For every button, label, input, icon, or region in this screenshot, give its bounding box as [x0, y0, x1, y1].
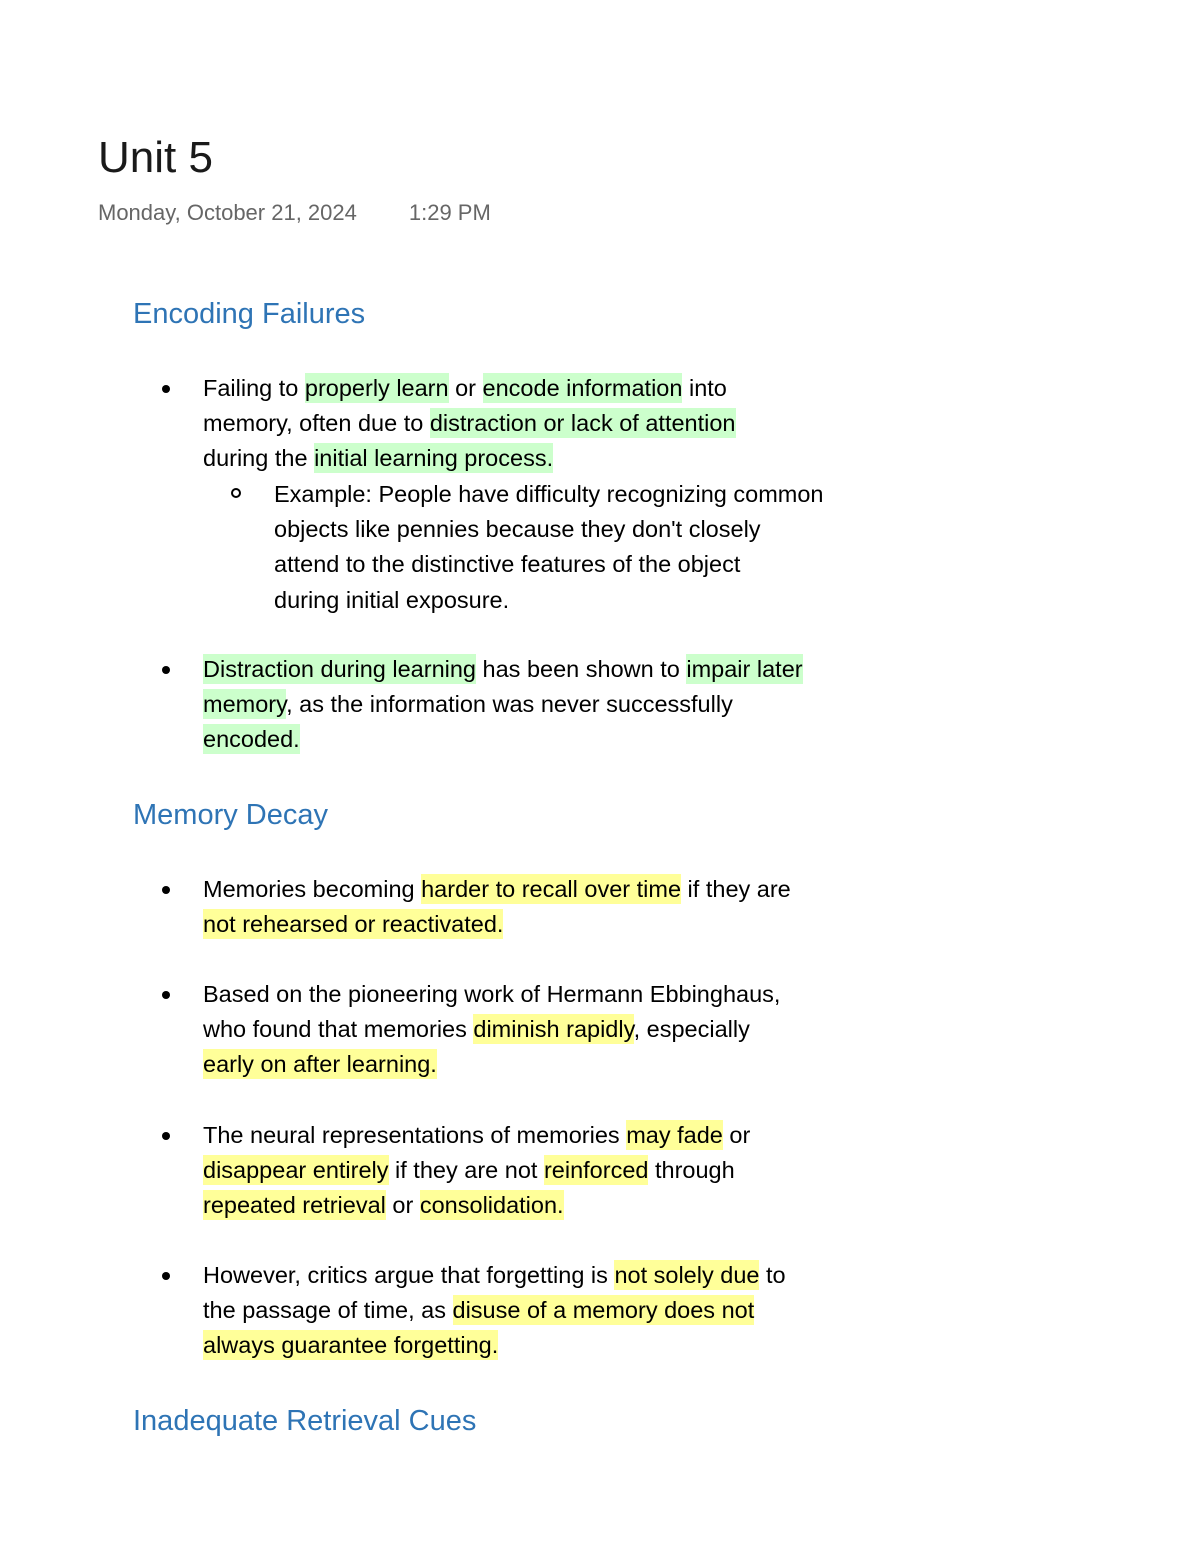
text-line: during initial exposure. — [274, 586, 510, 613]
green-highlight: properly learn — [304, 375, 449, 401]
page-date: Monday, October 21, 2024 — [98, 200, 357, 225]
page-time: 1:29 PM — [408, 200, 491, 225]
text-run: , as the information was never successfully — [286, 691, 733, 718]
text-line — [203, 652, 903, 687]
green-highlight: encode information — [482, 375, 683, 401]
text-run: through — [648, 1157, 735, 1184]
text-line — [203, 977, 903, 1012]
green-highlight: initial learning process. — [314, 445, 554, 472]
text-line — [203, 687, 903, 722]
green-highlight: impair later — [686, 656, 803, 682]
section-heading-encoding-failures: Encoding Failures — [133, 298, 366, 330]
text-run: the passage of time, as — [203, 1297, 453, 1324]
text-run: However, critics argue that forgetting is — [203, 1262, 615, 1288]
yellow-highlight: always guarantee forgetting. — [203, 1332, 499, 1359]
list-item — [203, 872, 903, 942]
text-run: Failing to — [203, 375, 305, 401]
text-line — [203, 1293, 903, 1328]
text-line — [203, 1153, 903, 1188]
text-line — [203, 722, 903, 757]
text-run: memory, often due to — [203, 410, 430, 437]
sub-list-item — [274, 477, 914, 618]
yellow-highlight: not rehearsed or reactivated. — [203, 911, 504, 938]
bullet-icon — [162, 991, 170, 999]
yellow-highlight: not solely due — [614, 1262, 760, 1288]
yellow-highlight: repeated retrieval — [203, 1192, 386, 1219]
text-run: to — [759, 1262, 786, 1288]
text-line — [203, 441, 903, 476]
text-line — [203, 1012, 903, 1047]
bullet-icon — [162, 1272, 170, 1280]
text-run: The neural representations of memories — [203, 1122, 627, 1148]
text-line — [203, 1258, 903, 1293]
yellow-highlight: early on after learning. — [203, 1051, 437, 1078]
text-run: if they are — [681, 876, 791, 902]
section-heading-inadequate-retrieval-cues: Inadequate Retrieval Cues — [133, 1405, 477, 1437]
text-line — [203, 371, 903, 406]
text-line: objects like pennies because they don't closely — [274, 516, 761, 543]
text-run: who found that memories — [203, 1016, 474, 1043]
green-highlight: memory — [203, 691, 287, 718]
text-run: into — [682, 375, 727, 401]
text-line — [203, 1188, 903, 1223]
text-run: has been shown to — [476, 656, 687, 682]
section-heading-memory-decay: Memory Decay — [133, 799, 328, 831]
bullet-icon — [162, 666, 170, 674]
list-item — [203, 1118, 903, 1224]
text-run: during the — [203, 445, 315, 472]
circle-bullet-icon — [231, 488, 241, 498]
text-run: or — [722, 1122, 751, 1148]
page-meta — [98, 199, 491, 227]
list-item — [203, 652, 903, 758]
yellow-highlight: disappear entirely — [203, 1157, 389, 1184]
text-run: Memories becoming — [203, 876, 422, 902]
list-item — [203, 977, 903, 1083]
yellow-highlight: may fade — [626, 1122, 723, 1148]
text-line — [203, 872, 903, 907]
list-item — [203, 1258, 903, 1364]
text-line — [203, 907, 903, 942]
text-line — [203, 1047, 903, 1082]
text-line: Example: People have difficulty recognizing common — [274, 481, 824, 507]
text-line — [203, 1118, 903, 1153]
text-line — [203, 1328, 903, 1363]
text-run: or — [385, 1192, 420, 1219]
text-run: or — [448, 375, 483, 401]
bullet-icon — [162, 1132, 170, 1140]
text-run: if they are not — [388, 1157, 544, 1184]
green-highlight: distraction or lack of attention — [429, 410, 736, 437]
yellow-highlight: reinforced — [543, 1157, 649, 1184]
bullet-icon — [162, 385, 170, 393]
list-item — [203, 371, 903, 477]
green-highlight: Distraction during learning — [203, 656, 477, 682]
page-title: Unit 5 — [98, 133, 213, 182]
text-run: , especially — [633, 1016, 750, 1043]
text-line: attend to the distinctive features of the object — [274, 551, 741, 578]
text-line — [203, 406, 903, 441]
yellow-highlight: disuse of a memory does not — [452, 1297, 755, 1324]
yellow-highlight: consolidation. — [419, 1192, 564, 1219]
text-run: Based on the pioneering work of Hermann Ebbinghaus, — [203, 981, 781, 1007]
yellow-highlight: harder to recall over time — [421, 876, 682, 902]
bullet-icon — [162, 886, 170, 894]
yellow-highlight: diminish rapidly — [473, 1016, 634, 1043]
green-highlight: encoded. — [203, 726, 300, 753]
